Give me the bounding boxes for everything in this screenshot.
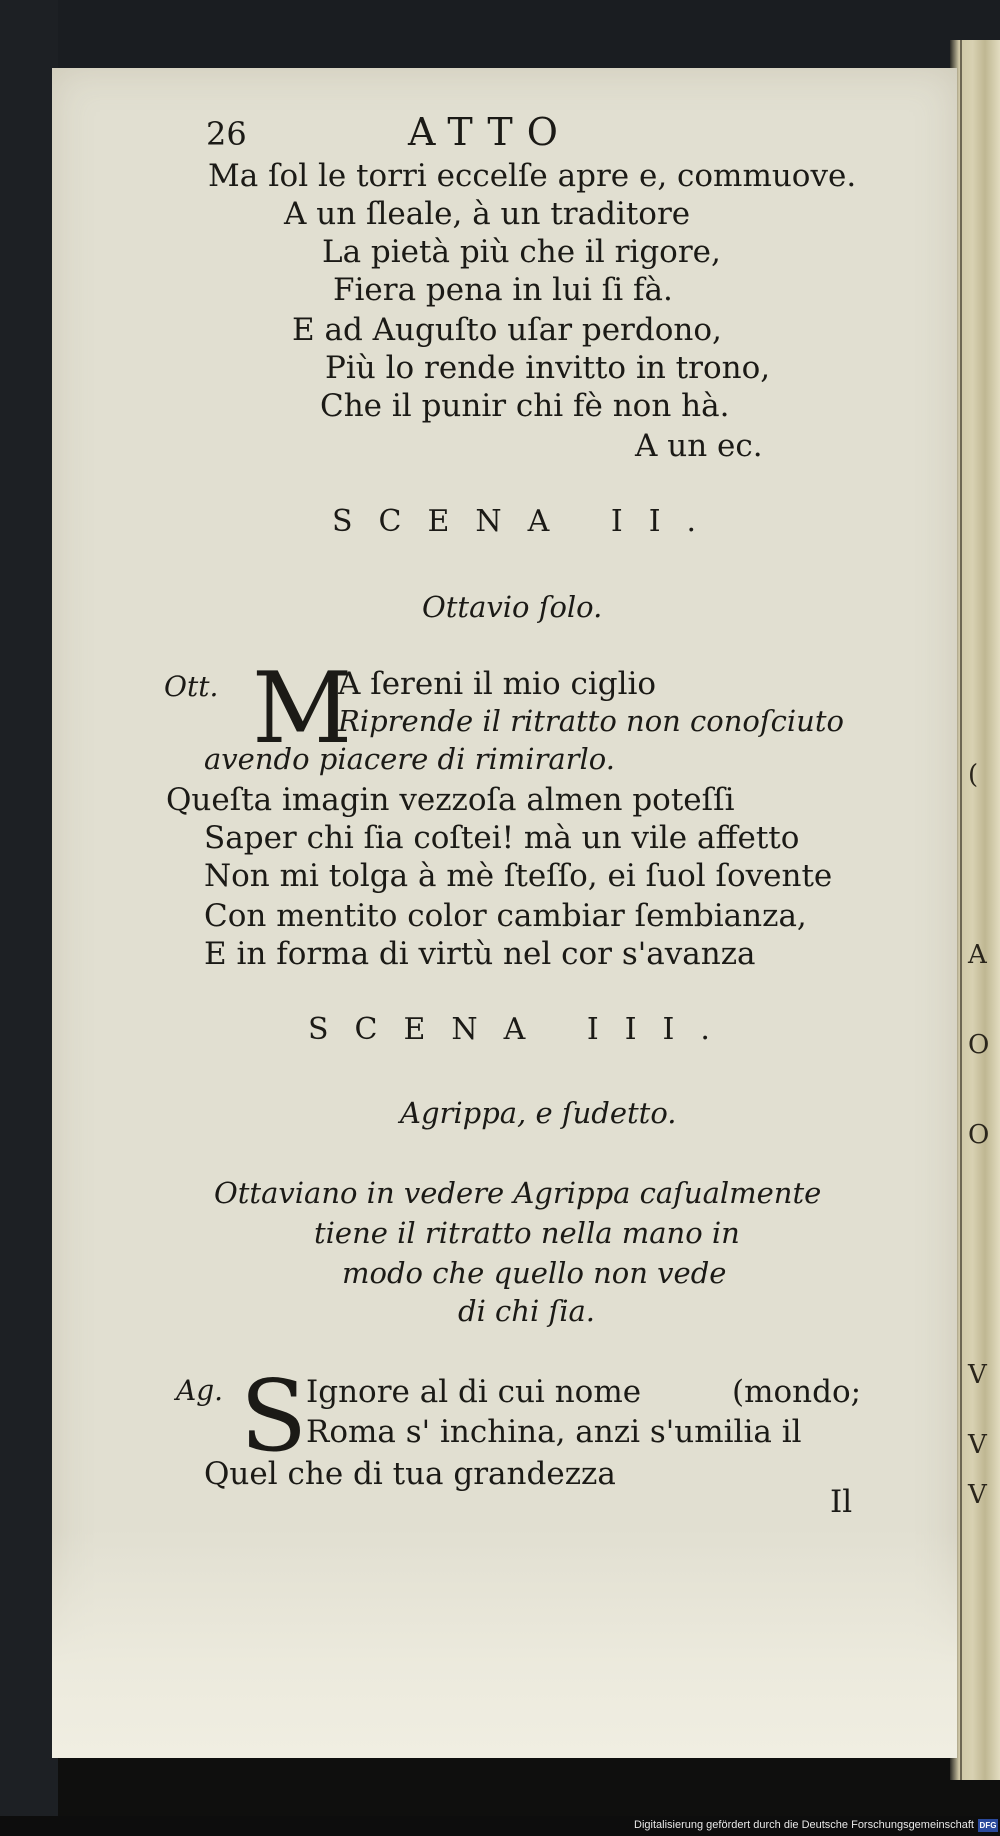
edge-glyph: A [968,940,987,970]
digitization-credit: Digitalisierung gefördert durch die Deutsche Forschungsgemeinschaft [634,1819,974,1831]
verse-line: Che il punir chi fè non hà. [320,388,730,424]
edge-glyph: O [968,1120,990,1150]
adjacent-page-edge [950,40,1000,1780]
scanner-left-margin [0,0,58,1836]
verse-line: Ignore al di cui nome [306,1374,642,1410]
verse-line: Queſta imagin vezzoſa almen poteſſi [166,782,735,818]
verse-line: E in forma di virtù nel cor s'avanza [204,936,756,972]
verse-line: Più lo rende invitto in trono, [325,350,771,386]
book-page [52,68,957,1758]
scanner-top-margin [0,0,1000,72]
scene-heading: SCENA II. [332,504,723,539]
paper-lower-area [52,1528,957,1758]
page-number: 26 [206,115,247,153]
drop-capital: S [240,1360,308,1474]
footer-bar [0,1816,1000,1836]
stage-direction: modo che quello non vede [342,1256,727,1290]
verse-line: A ſereni il mio ciglio [338,666,657,702]
stage-direction: avendo piacere di rimirarlo. [204,742,615,776]
verse-line: E ad Auguſto uſar perdono, [292,312,722,348]
drop-capital: M [252,652,353,766]
verse-line: Quel che di tua grandezza [204,1456,616,1492]
edge-glyph: O [968,1030,990,1060]
edge-glyph: V [968,1360,987,1390]
scene-characters: Agrippa, e ſudetto. [400,1096,677,1130]
catchword: Il [830,1484,853,1520]
verse-line: A un ſleale, à un traditore [284,196,691,232]
verse-line: Saper chi ſia coſtei! mà un vile affetto [204,820,800,856]
page-fold-line [960,40,962,1780]
edge-glyph: V [968,1480,987,1510]
scene-heading: SCENA III. [308,1012,736,1047]
speaker-label: Ag. [176,1374,224,1407]
verse-line: La pietà più che il rigore, [322,234,721,270]
stage-direction: tiene il ritratto nella mano in [314,1216,740,1250]
verse-line: Fiera pena in lui ſi fà. [333,272,673,308]
verse-runover: (mondo; [732,1374,862,1410]
edge-glyph: ( [968,760,979,790]
stage-direction: Ottaviano in vedere Agrippa caſualmente [214,1176,822,1210]
stage-direction: di chi ſia. [458,1294,595,1328]
running-head: ATTO [408,110,572,154]
verse-line: Con mentito color cambiar ſembianza, [204,898,807,934]
verse-line: Non mi tolga à mè ſteſſo, ei ſuol ſovente [204,858,833,894]
verse-line: Roma s' inchina, anzi s'umilia il [306,1414,802,1450]
speaker-label: Ott. [164,670,219,703]
dfg-logo: DFG [979,1821,997,1830]
refrain-cue: A un ec. [635,428,763,464]
stage-direction: Riprende il ritratto non conoſciuto [338,704,844,738]
verse-line: Ma ſol le torri eccelſe apre e, commuove. [208,158,857,194]
scene-characters: Ottavio ſolo. [422,590,603,624]
edge-glyph: V [968,1430,987,1460]
